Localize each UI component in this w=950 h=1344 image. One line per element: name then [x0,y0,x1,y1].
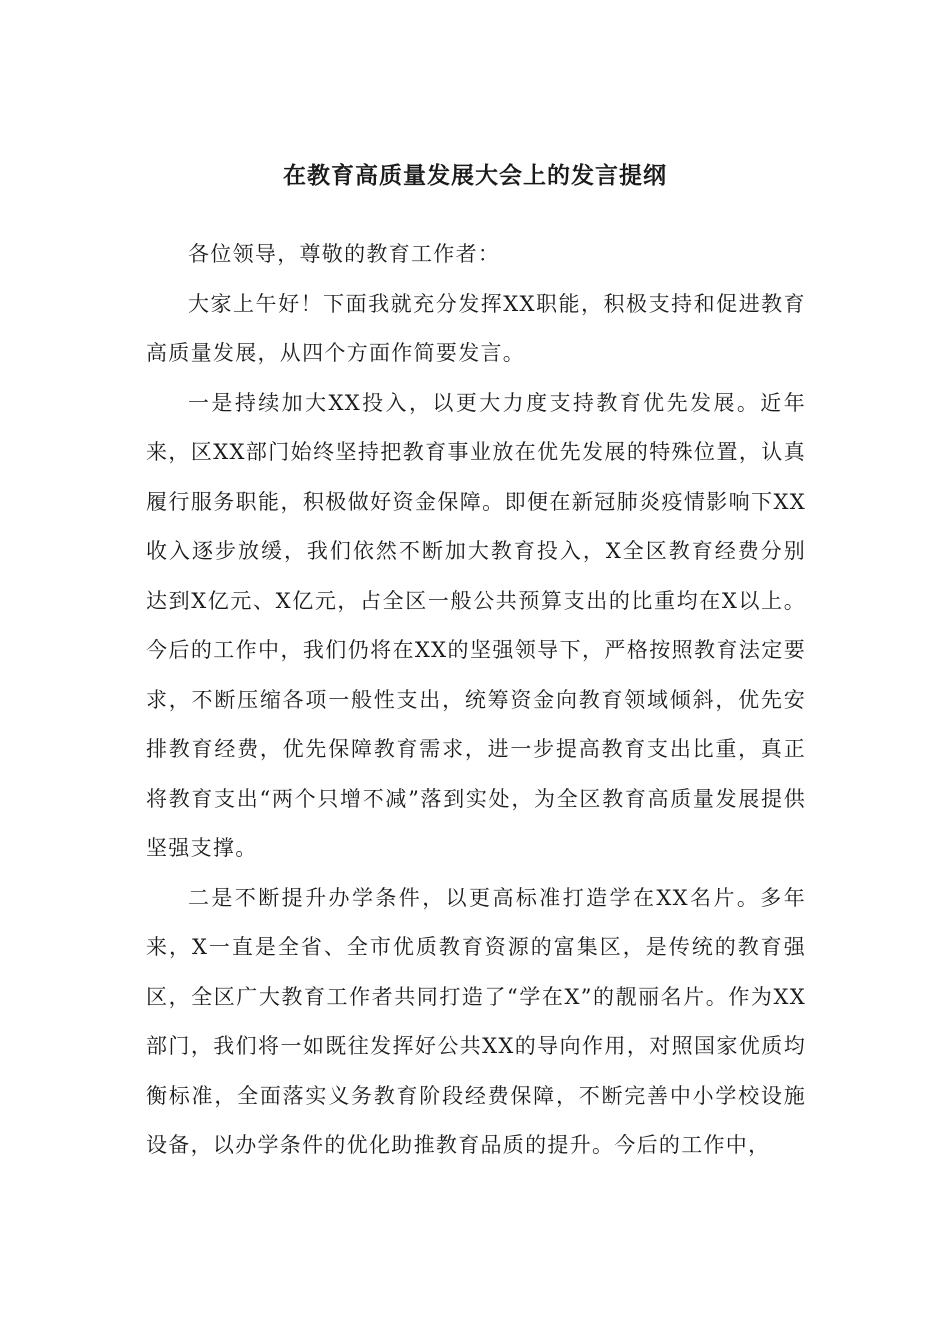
document-title: 在教育高质量发展大会上的发言提纲 [283,162,667,189]
greeting-paragraph: 各位领导，尊敬的教育工作者： [188,242,501,266]
point-one-paragraph: 一是持续加大XX投入，以更大力度支持教育优先发展。近年来，区XX部门始终坚持把教育事业放在优先发展的特殊位置，认真履行服务职能，积极做好资金保障。即便在新冠肺炎疫情影响下XX收入逐步放缓，我们依然不断加大教育投入，X全区教育经费分别达到X亿元、X亿元，占全区一般公共预算支出的比重均在X以上。今后的工作中，我们仍将在XX的坚强领导下，严格按照教育法定要求，不断压缩各项一般性支出，统筹资金向教育领域倾斜，优先安排教育经费，优先保障教育需求，进一步提高教育支出比重，真正将教育支出“两个只增不减”落到实处，为全区教育高质量发展提供坚强支撑。 [146,390,806,860]
opening-paragraph: 大家上午好！下面我就充分发挥XX职能，积极支持和促进教育高质量发展，从四个方面作简要发言。 [146,291,806,365]
document-body [146,230,806,1171]
point-two-paragraph: 二是不断提升办学条件，以更高标准打造学在XX名片。多年来，X一直是全省、全市优质教育资源的富集区，是传统的教育强区，全区广大教育工作者共同打造了“学在X”的靓丽名片。作为XX部门，我们将一如既往发挥好公共XX的导向作用，对照国家优质均衡标准，全面落实义务教育阶段经费保障，不断完善中小学校设施设备，以办学条件的优化助推教育品质的提升。今后的工作中， [146,885,806,1157]
